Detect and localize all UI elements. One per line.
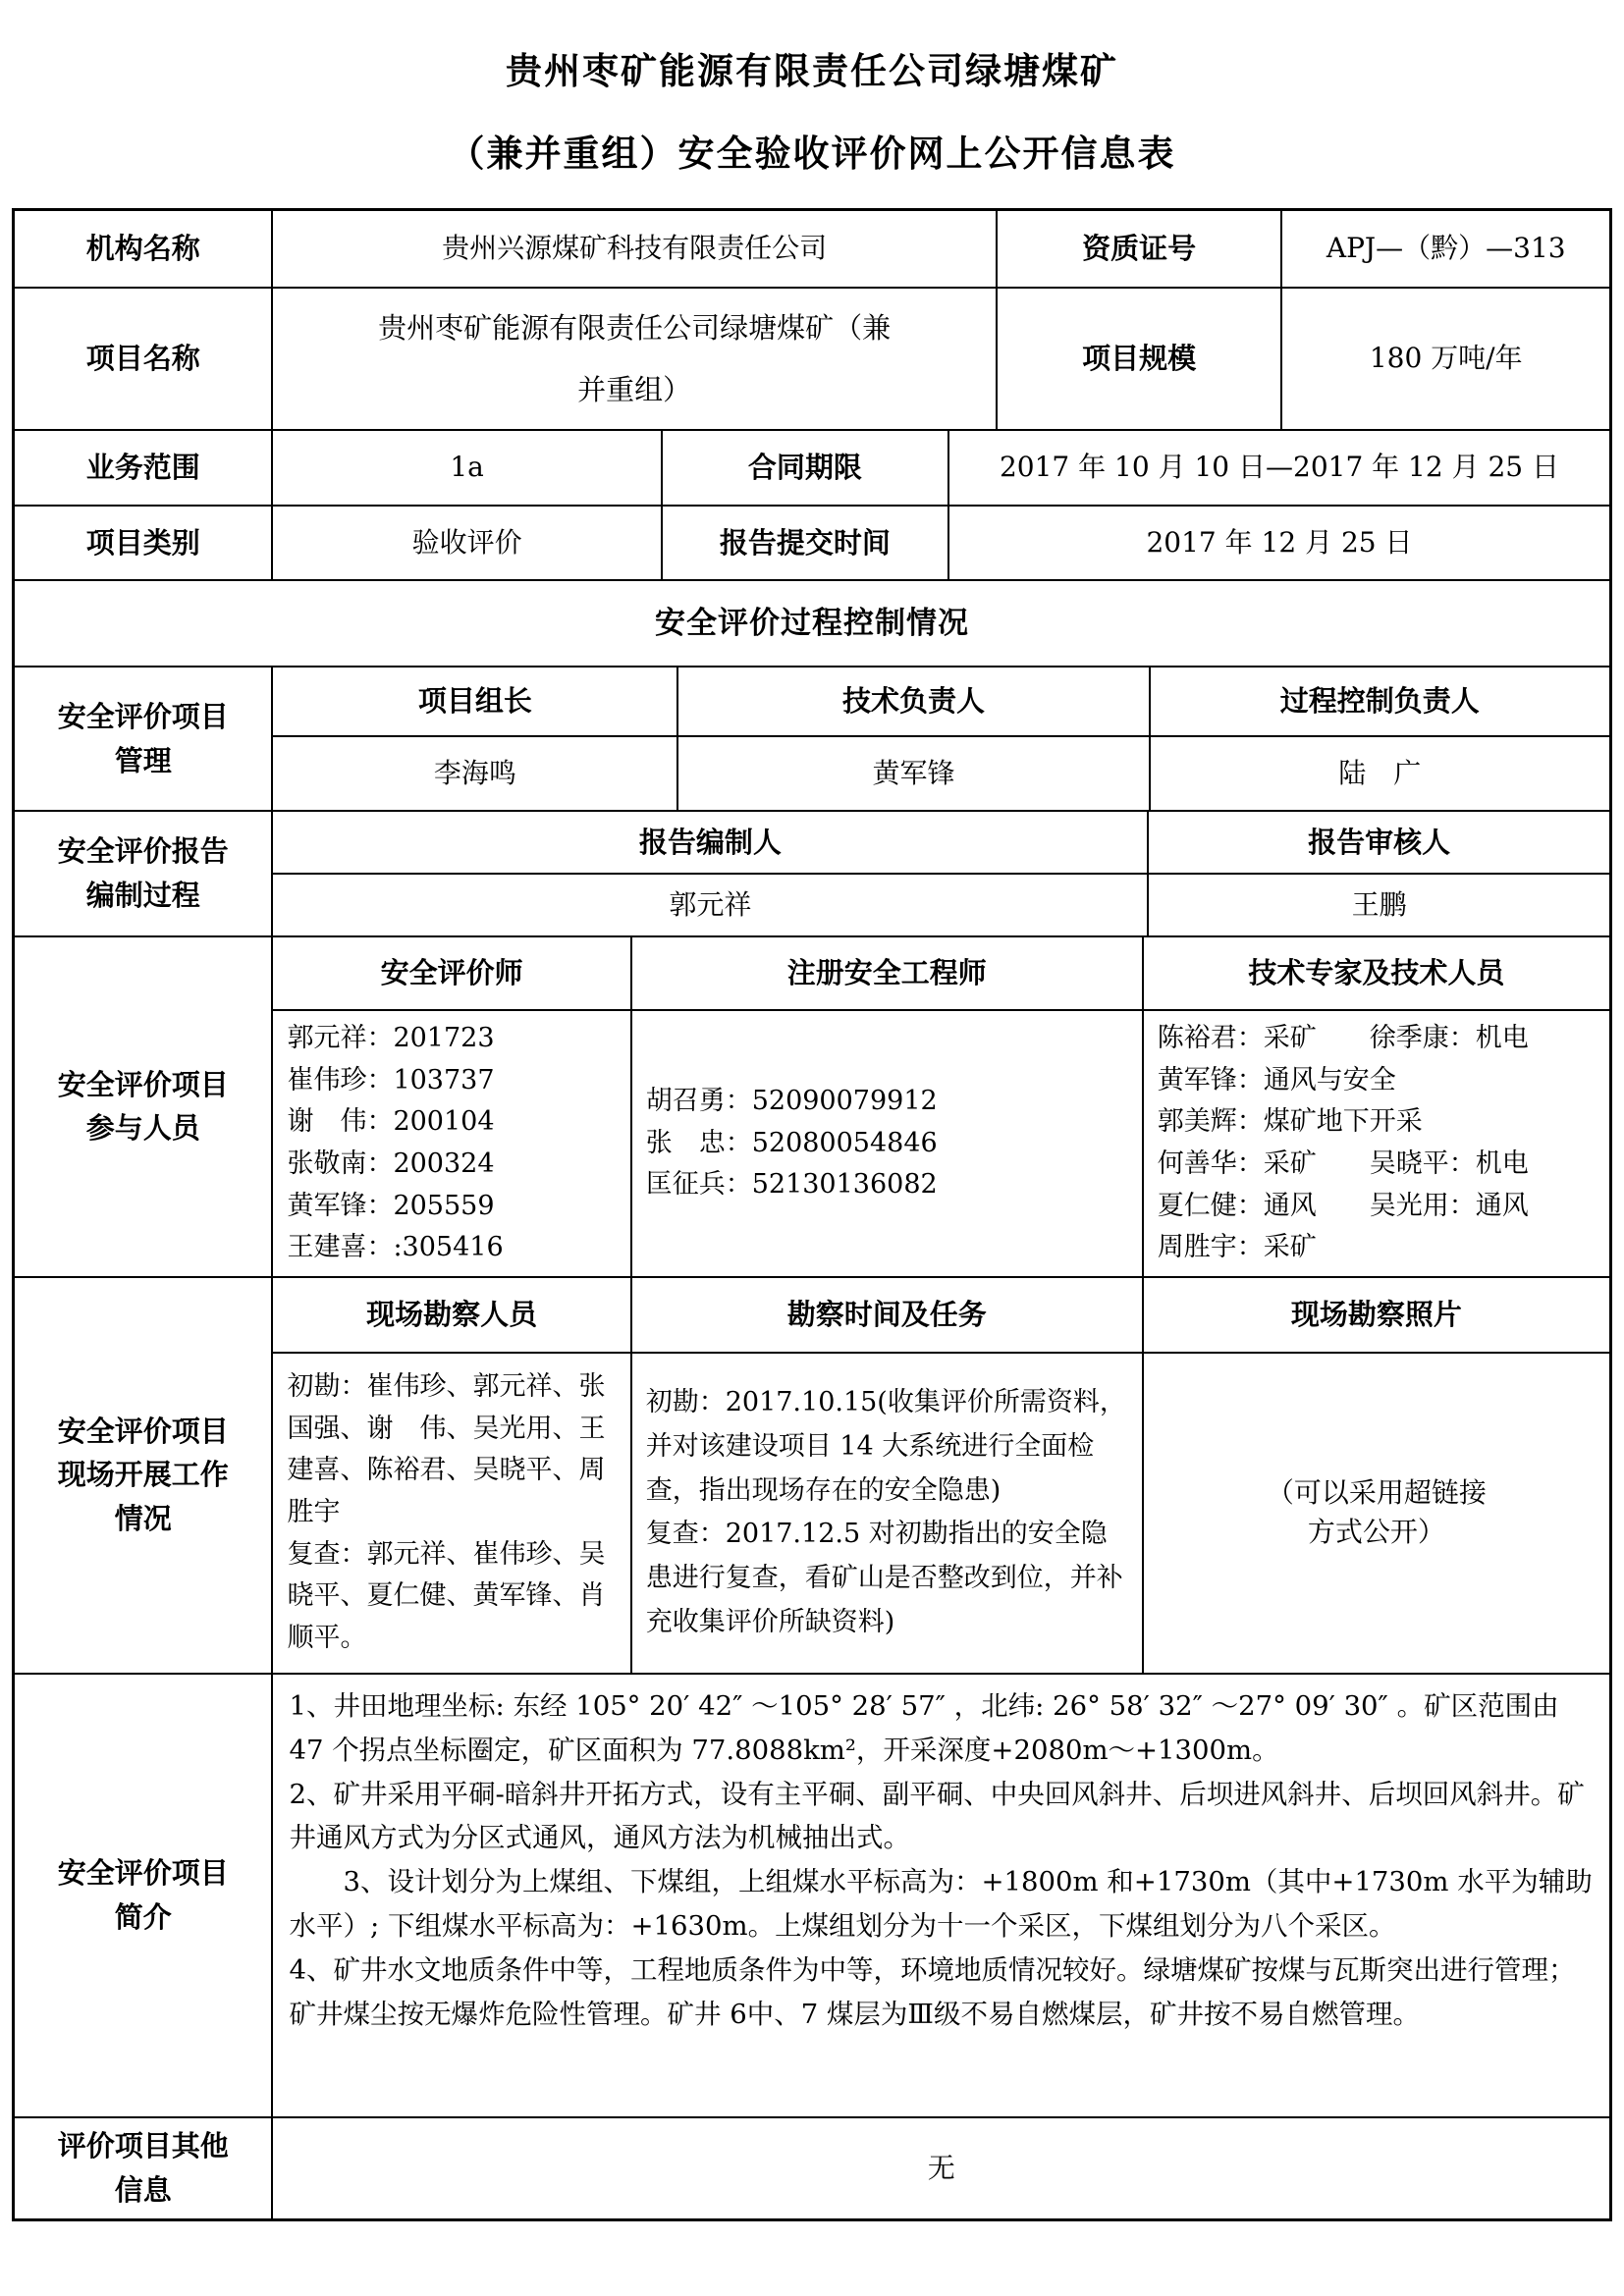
group-site-work bbox=[15, 1276, 1609, 1673]
project-category-label: 项目类别 bbox=[85, 525, 200, 560]
project-scale-value: 180 万吨/年 bbox=[1280, 289, 1609, 429]
submit-time-value: 2017 年 12 月 25 日 bbox=[947, 507, 1609, 579]
management-row-label: 安全评价项目 管理 bbox=[57, 699, 229, 777]
project-category-value: 验收评价 bbox=[271, 507, 660, 579]
contract-period-value: 2017 年 10 月 10 日—2017 年 12 月 25 日 bbox=[947, 431, 1609, 505]
row-other-info bbox=[15, 2116, 1609, 2218]
report-row-label: 安全评价报告 编制过程 bbox=[57, 834, 229, 912]
row-category bbox=[15, 505, 1609, 579]
site-work-body-row bbox=[273, 1352, 1609, 1673]
business-scope-label: 业务范围 bbox=[85, 451, 200, 485]
site-surveyor-value: 初勘：崔伟珍、郭元祥、张国强、谢 伟、吴光用、王建喜、陈裕君、吴晓平、周胜宇 复查：郭元祥、崔伟珍、吴晓平、夏仁健、黄军锋、肖顺平。 bbox=[287, 1371, 606, 1654]
row-project bbox=[15, 287, 1609, 429]
project-name-label: 项目名称 bbox=[85, 342, 200, 376]
group-report bbox=[15, 810, 1609, 935]
report-header-row bbox=[273, 812, 1609, 873]
title-line-1: 贵州枣矿能源有限责任公司绿塘煤矿 bbox=[506, 49, 1118, 92]
participants-row-label: 安全评价项目 参与人员 bbox=[57, 1067, 229, 1146]
technical-expert-list: 陈裕君：采矿 徐季康：机电 黄军锋：通风与安全 郭美辉：煤矿地下开采 何善华：采矿 吴晓平：机电 夏仁健：通风 吴光用：通风 周胜宇：采矿 bbox=[1142, 1011, 1609, 1276]
submit-time-label: 报告提交时间 bbox=[661, 507, 947, 579]
survey-schedule-value: 初勘：2017.10.15(收集评价所需资料，并对该建设项目 14 大系统进行全面检查，指出现场存在的安全隐患) 复查：2017.12.5 对初勘指出的安全隐患进行复查，看矿山是否整改到位，并补充收集评价所缺资料) bbox=[630, 1354, 1142, 1673]
row-org bbox=[15, 211, 1609, 287]
safety-evaluator-label: 安全评价师 bbox=[380, 956, 523, 989]
row-scope bbox=[15, 429, 1609, 505]
process-lead-label: 过程控制负责人 bbox=[1149, 667, 1609, 735]
other-info-value: 无 bbox=[271, 2118, 1609, 2218]
row-introduction bbox=[15, 1673, 1609, 2116]
participants-header-row bbox=[273, 937, 1609, 1009]
technical-expert-label: 技术专家及技术人员 bbox=[1142, 937, 1609, 1009]
management-header-row bbox=[273, 667, 1609, 735]
report-reviewer-value: 王鹏 bbox=[1147, 875, 1609, 935]
site-photo-value: （可以采用超链接 方式公开） bbox=[1142, 1354, 1609, 1673]
document-title bbox=[0, 0, 1624, 177]
process-control-section-title: 安全评价过程控制情况 bbox=[655, 605, 969, 641]
site-work-row-label: 安全评价项目 现场开展工作 情况 bbox=[57, 1414, 229, 1536]
project-scale-label: 项目规模 bbox=[996, 289, 1281, 429]
other-info-row-label: 评价项目其他 信息 bbox=[57, 2128, 229, 2207]
group-participants bbox=[15, 935, 1609, 1276]
business-scope-value: 1a bbox=[271, 431, 660, 505]
site-work-header-row bbox=[273, 1278, 1609, 1352]
site-work-side bbox=[271, 1278, 1609, 1673]
project-name-value: 贵州枣矿能源有限责任公司绿塘煤矿（兼 并重组） bbox=[271, 289, 995, 429]
team-leader-value: 李海鸣 bbox=[433, 756, 516, 789]
survey-schedule-label: 勘察时间及任务 bbox=[630, 1278, 1142, 1352]
group-management bbox=[15, 666, 1609, 810]
report-compiler-label: 报告编制人 bbox=[638, 825, 782, 859]
report-side bbox=[271, 812, 1609, 935]
site-photo-label: 现场勘察照片 bbox=[1142, 1278, 1609, 1352]
report-reviewer-label: 报告审核人 bbox=[1147, 812, 1609, 873]
row-section-header bbox=[15, 579, 1609, 666]
org-name-value: 贵州兴源煤矿科技有限责任公司 bbox=[271, 211, 995, 287]
team-leader-label: 项目组长 bbox=[417, 684, 532, 719]
tech-lead-value: 黄军锋 bbox=[677, 737, 1148, 810]
management-value-row bbox=[273, 735, 1609, 810]
registered-engineer-list: 胡召勇：52090079912 张 忠：52080054846 匡征兵：52130136082 bbox=[630, 1011, 1142, 1276]
cert-no-label: 资质证号 bbox=[996, 211, 1281, 287]
participants-side bbox=[271, 937, 1609, 1276]
contract-period-label: 合同期限 bbox=[661, 431, 947, 505]
introduction-row-label: 安全评价项目 简介 bbox=[57, 1856, 229, 1934]
cert-no-value: APJ—（黔）—313 bbox=[1280, 211, 1609, 287]
registered-engineer-label: 注册安全工程师 bbox=[630, 937, 1142, 1009]
site-surveyor-label: 现场勘察人员 bbox=[366, 1297, 538, 1331]
participants-body-row bbox=[273, 1009, 1609, 1276]
report-value-row bbox=[273, 873, 1609, 935]
title-line-2: （兼并重组）安全验收评价网上公开信息表 bbox=[448, 132, 1176, 175]
management-side bbox=[271, 667, 1609, 810]
info-table bbox=[12, 208, 1612, 2221]
safety-evaluator-list: 郭元祥：201723 崔伟珍：103737 谢 伟：200104 张敬南：200324 黄军锋：205559 王建喜：:305416 bbox=[287, 1022, 504, 1263]
org-name-label: 机构名称 bbox=[85, 232, 200, 266]
tech-lead-label: 技术负责人 bbox=[677, 667, 1148, 735]
report-compiler-value: 郭元祥 bbox=[669, 887, 752, 921]
introduction-text: 1、井田地理坐标: 东经 105° 20′ 42″ ～105° 28′ 57″ ，北纬: 26° 58′ 32″ ～27° 09′ 30″ 。矿区范围由 47 个拐点坐标圈定，矿区面积为 77.8088km²，开采深度+2080m～+1300m。 2、矿井采用平硐-暗斜井开拓方式，设有主平硐、副平硐、中央回风斜井、后坝进风斜井、后坝回风斜井。矿井通风方式为分区式通风，通风方法为机械抽出式。 3、设计划分为上煤组、下煤组，上组煤水平标高为：+1800m 和+1730m（其中+1730m 水平为辅助水平）; 下组煤水平标高为：+1630m。上煤组划分为十一个采区，下煤组划分为八个采区。 4、矿井水文地质条件中等，工程地质条件为中等，环境地质情况较好。绿塘煤矿按煤与瓦斯突出进行管理；矿井煤尘按无爆炸危险性管理。矿井 6中、7 煤层为Ⅲ级不易自燃煤层，矿井按不易自燃管理。 bbox=[271, 1675, 1609, 2116]
process-lead-value: 陆 广 bbox=[1149, 737, 1609, 810]
